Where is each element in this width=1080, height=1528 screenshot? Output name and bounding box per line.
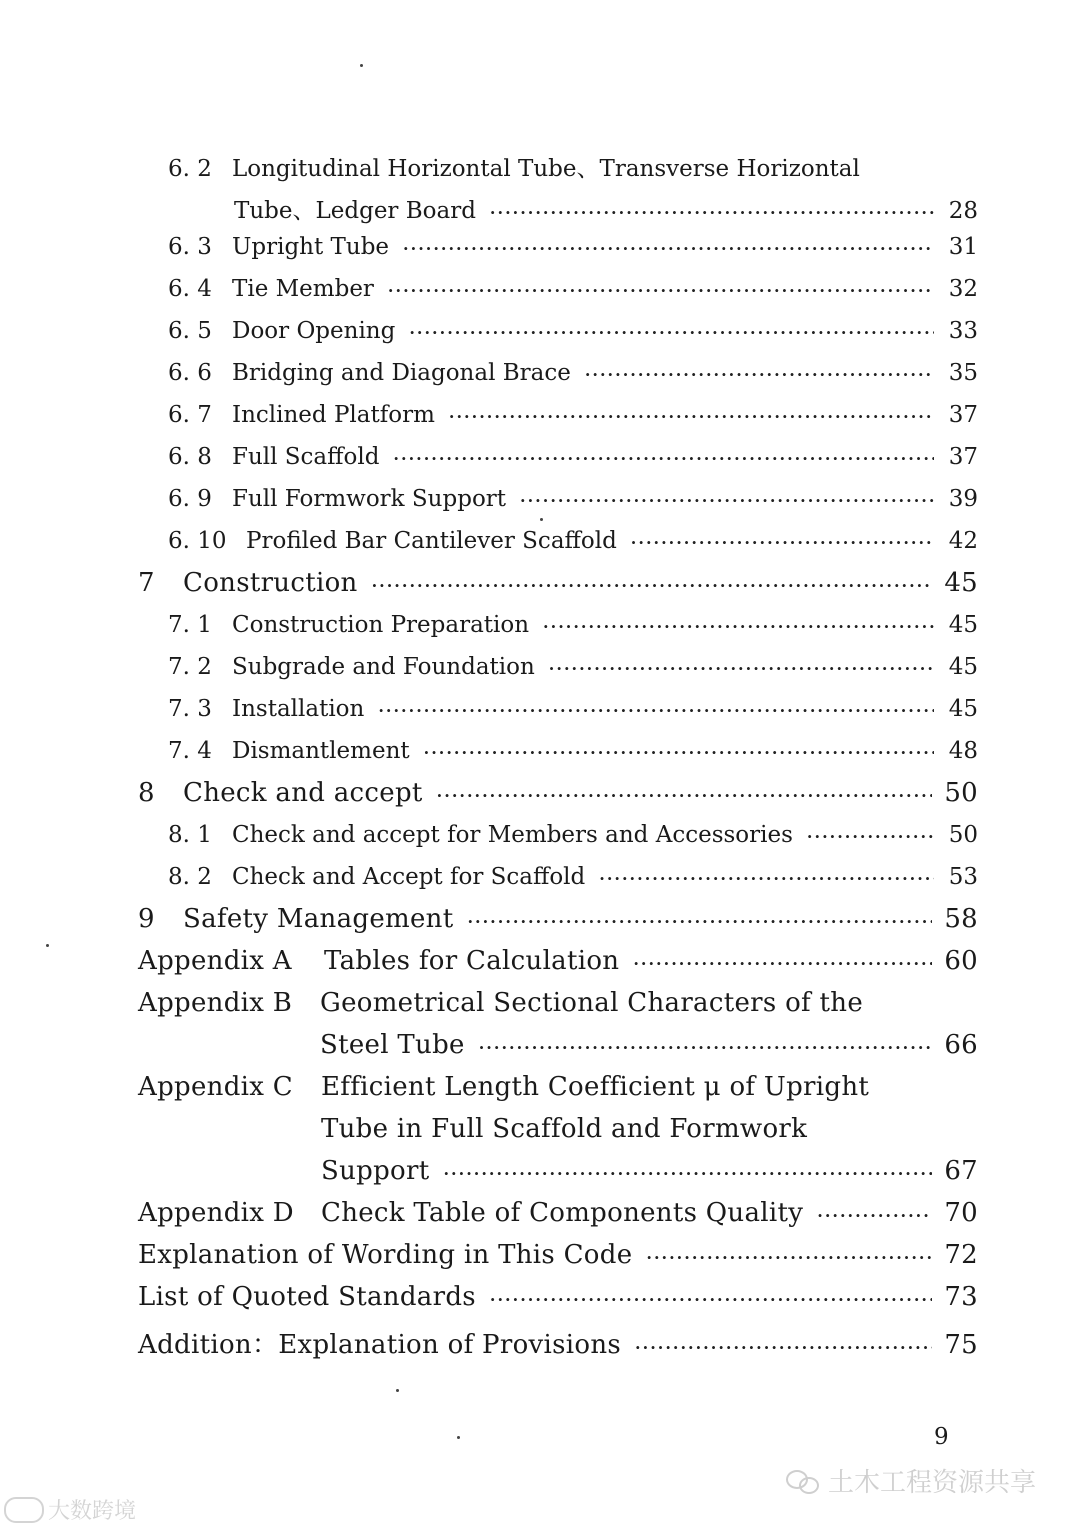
toc-entry-6-2[interactable] bbox=[168, 150, 978, 183]
dot-leader bbox=[388, 281, 934, 300]
dot-leader bbox=[479, 1038, 933, 1057]
toc-quoted-standards[interactable] bbox=[138, 1282, 978, 1312]
dot-leader bbox=[490, 1290, 932, 1309]
entry-title: Longitudinal Horizontal Tube、Transverse Horizontal bbox=[232, 156, 860, 182]
wechat-icon bbox=[786, 1468, 820, 1494]
entry-number: 7. 4 bbox=[168, 738, 212, 764]
entry-number: 6. 6 bbox=[168, 360, 212, 386]
entry-title: Subgrade and Foundation bbox=[232, 654, 535, 680]
dot-leader bbox=[393, 449, 934, 468]
toc-entry-6-9[interactable] bbox=[168, 486, 978, 512]
entry-page: 72 bbox=[944, 1240, 978, 1270]
toc-entry-6-10[interactable] bbox=[168, 528, 978, 554]
entry-title: Full Scaffold bbox=[232, 444, 380, 470]
entry-page: 73 bbox=[944, 1282, 978, 1312]
entry-title: Check and Accept for Scaffold bbox=[232, 864, 586, 890]
toc-entry-8-1[interactable] bbox=[168, 822, 978, 848]
entry-page: 42 bbox=[948, 528, 978, 554]
entry-page: 45 bbox=[948, 696, 978, 722]
entry-number: 7. 3 bbox=[168, 696, 212, 722]
entry-page: 66 bbox=[944, 1030, 978, 1060]
dot-leader bbox=[378, 701, 934, 720]
entry-number: 7. 1 bbox=[168, 612, 212, 638]
entry-title: Dismantlement bbox=[232, 738, 410, 764]
entry-page: 37 bbox=[948, 444, 978, 470]
watermark-left-text: 大数跨境 bbox=[48, 1499, 137, 1524]
dot-leader bbox=[543, 617, 934, 636]
toc-entry-7-2[interactable] bbox=[168, 654, 978, 680]
toc-appendix-a[interactable] bbox=[138, 946, 978, 976]
entry-title: Construction Preparation bbox=[232, 612, 530, 638]
toc-chapter-8[interactable] bbox=[138, 778, 978, 808]
dot-leader bbox=[646, 1248, 932, 1267]
entry-title: Profiled Bar Cantilever Scaffold bbox=[246, 528, 617, 554]
entry-title: Explanation of Wording in This Code bbox=[138, 1240, 633, 1270]
dot-leader bbox=[372, 576, 933, 595]
entry-page: 58 bbox=[944, 904, 978, 934]
dot-leader bbox=[467, 912, 932, 931]
scan-speck bbox=[457, 1436, 460, 1439]
cloud-icon bbox=[4, 1497, 44, 1523]
entry-number: Appendix D bbox=[138, 1198, 294, 1228]
dot-leader bbox=[490, 203, 934, 222]
toc-entry-6-4[interactable] bbox=[168, 276, 978, 302]
entry-title: Bridging and Diagonal Brace bbox=[232, 360, 571, 386]
dot-leader bbox=[599, 869, 934, 888]
toc-entry-6-7[interactable] bbox=[168, 402, 978, 428]
toc-chapter-9[interactable] bbox=[138, 904, 978, 934]
entry-title: Check Table of Components Quality bbox=[321, 1198, 804, 1228]
entry-number: Appendix C bbox=[138, 1072, 293, 1102]
toc-explanation-of-wording[interactable] bbox=[138, 1240, 978, 1270]
watermark-left bbox=[4, 1494, 136, 1525]
toc-chapter-7[interactable] bbox=[138, 568, 978, 598]
entry-title: Check and accept bbox=[183, 778, 423, 808]
entry-title: Door Opening bbox=[232, 318, 396, 344]
toc-appendix-b-cont[interactable] bbox=[320, 1030, 978, 1060]
dot-leader bbox=[631, 533, 934, 552]
entry-title: Inclined Platform bbox=[232, 402, 435, 428]
entry-title: Check and accept for Members and Accessories bbox=[232, 822, 793, 848]
toc-appendix-b[interactable] bbox=[138, 988, 978, 1018]
entry-page: 35 bbox=[948, 360, 978, 386]
toc-entry-6-5[interactable] bbox=[168, 318, 978, 344]
entry-title: Installation bbox=[232, 696, 365, 722]
entry-page: 37 bbox=[948, 402, 978, 428]
entry-number: 6. 9 bbox=[168, 486, 212, 512]
dot-leader bbox=[585, 365, 934, 384]
toc-entry-7-1[interactable] bbox=[168, 612, 978, 638]
dot-leader bbox=[409, 323, 934, 342]
entry-page: 67 bbox=[944, 1156, 978, 1186]
entry-page: 31 bbox=[948, 234, 978, 260]
entry-number: 6. 4 bbox=[168, 276, 212, 302]
toc-entry-6-3[interactable] bbox=[168, 234, 978, 260]
entry-page: 33 bbox=[948, 318, 978, 344]
scan-speck bbox=[540, 518, 543, 521]
entry-number: Appendix B bbox=[138, 988, 293, 1018]
entry-number: Appendix A bbox=[138, 946, 292, 976]
entry-number: 7 bbox=[138, 568, 155, 598]
entry-title: Addition：Explanation of Provisions bbox=[138, 1330, 622, 1360]
toc-addition-provisions[interactable] bbox=[138, 1324, 978, 1361]
entry-title: List of Quoted Standards bbox=[138, 1282, 476, 1312]
toc-entry-6-8[interactable] bbox=[168, 444, 978, 470]
dot-leader bbox=[443, 1164, 932, 1183]
dot-leader bbox=[633, 954, 932, 973]
entry-page: 50 bbox=[948, 822, 978, 848]
entry-number: 6. 5 bbox=[168, 318, 212, 344]
entry-number: 6. 2 bbox=[168, 156, 212, 182]
entry-number: 8 bbox=[138, 778, 155, 808]
toc-entry-6-6[interactable] bbox=[168, 360, 978, 386]
entry-title: Construction bbox=[183, 568, 358, 598]
entry-title: Safety Management bbox=[183, 904, 454, 934]
toc-appendix-c-cont[interactable] bbox=[321, 1114, 978, 1144]
entry-title: Efficient Length Coefficient μ of Upright bbox=[321, 1072, 870, 1102]
dot-leader bbox=[817, 1206, 932, 1225]
watermark-right-text: 土木工程资源共享 bbox=[828, 1468, 1037, 1498]
entry-page: 39 bbox=[948, 486, 978, 512]
entry-title: Upright Tube bbox=[232, 234, 390, 260]
entry-title: Full Formwork Support bbox=[232, 486, 507, 512]
dot-leader bbox=[437, 786, 933, 805]
page-number: 9 bbox=[934, 1424, 949, 1450]
entry-title: Tube in Full Scaffold and Formwork bbox=[321, 1114, 808, 1144]
dot-leader bbox=[520, 491, 934, 510]
entry-number: 7. 2 bbox=[168, 654, 212, 680]
dot-leader bbox=[635, 1338, 932, 1357]
dot-leader bbox=[549, 659, 934, 678]
entry-title: Steel Tube bbox=[320, 1030, 465, 1060]
entry-number: 6. 10 bbox=[168, 528, 227, 554]
entry-page: 53 bbox=[948, 864, 978, 890]
watermark-right bbox=[786, 1462, 1036, 1499]
entry-title: Tie Member bbox=[232, 276, 374, 302]
toc-entry-7-3[interactable] bbox=[168, 696, 978, 722]
entry-page: 45 bbox=[948, 654, 978, 680]
toc-appendix-d[interactable] bbox=[138, 1198, 978, 1228]
entry-page: 70 bbox=[944, 1198, 978, 1228]
entry-page: 60 bbox=[944, 946, 978, 976]
scan-speck bbox=[46, 944, 49, 947]
entry-title: Tube、Ledger Board bbox=[234, 198, 476, 224]
entry-number: 6. 3 bbox=[168, 234, 212, 260]
entry-number: 8. 2 bbox=[168, 864, 212, 890]
toc-entry-8-2[interactable] bbox=[168, 864, 978, 890]
entry-number: 6. 8 bbox=[168, 444, 212, 470]
entry-page: 48 bbox=[948, 738, 978, 764]
entry-page: 28 bbox=[948, 198, 978, 224]
toc-entry-6-2-cont[interactable] bbox=[234, 192, 978, 225]
entry-title: Geometrical Sectional Characters of the bbox=[320, 988, 864, 1018]
dot-leader bbox=[807, 827, 934, 846]
entry-page: 32 bbox=[948, 276, 978, 302]
dot-leader bbox=[449, 407, 934, 426]
entry-page: 45 bbox=[948, 612, 978, 638]
dot-leader bbox=[403, 239, 934, 258]
toc-entry-7-4[interactable] bbox=[168, 738, 978, 764]
entry-page: 45 bbox=[944, 568, 978, 598]
entry-number: 9 bbox=[138, 904, 155, 934]
entry-number: 8. 1 bbox=[168, 822, 212, 848]
toc-appendix-c-cont2[interactable] bbox=[321, 1156, 978, 1186]
dot-leader bbox=[424, 743, 934, 762]
entry-title: Support bbox=[321, 1156, 430, 1186]
entry-number: 6. 7 bbox=[168, 402, 212, 428]
scan-speck bbox=[396, 1389, 399, 1392]
toc-appendix-c[interactable] bbox=[138, 1072, 978, 1102]
entry-page: 75 bbox=[944, 1330, 978, 1360]
entry-page: 50 bbox=[944, 778, 978, 808]
entry-title: Tables for Calculation bbox=[324, 946, 620, 976]
scan-speck bbox=[360, 64, 363, 67]
